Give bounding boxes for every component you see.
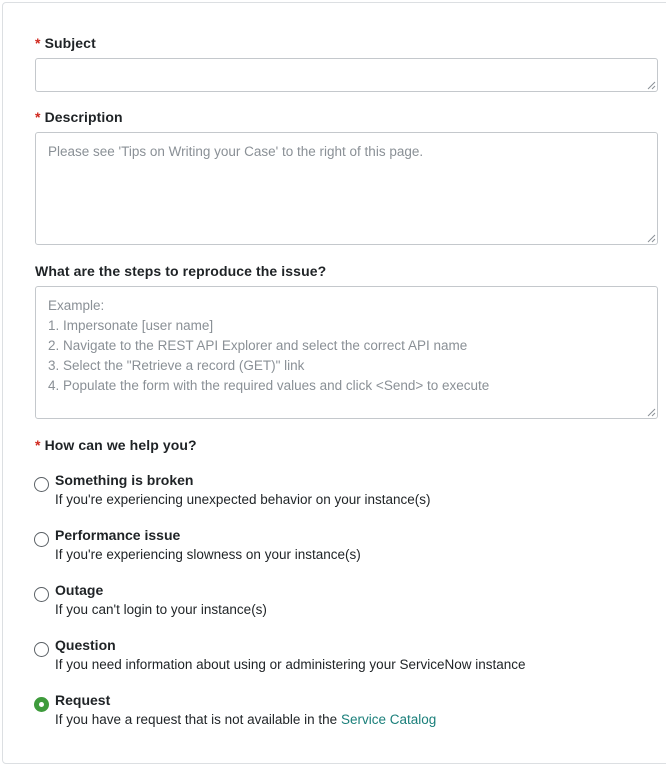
option-outage[interactable]: Outage If you can't login to your instance(s) [34, 582, 654, 622]
required-marker: * [35, 437, 41, 453]
subject-input[interactable] [35, 58, 658, 92]
description-textarea[interactable] [35, 132, 658, 245]
radio-button-selected[interactable] [34, 697, 49, 712]
steps-label: What are the steps to reproduce the issue? [35, 263, 327, 279]
help-label: * How can we help you? [35, 437, 197, 453]
description-label: * Description [35, 109, 123, 125]
option-performance-issue[interactable]: Performance issue If you're experiencing slowness on your instance(s) [34, 527, 654, 567]
option-request[interactable]: Request If you have a request that is not available in the Service Catalog [34, 692, 654, 732]
steps-placeholder-line: 4. Populate the form with the required values and click <Send> to execute [48, 378, 490, 393]
radio-button[interactable] [34, 477, 49, 492]
radio-button[interactable] [34, 532, 49, 547]
steps-placeholder-line: 3. Select the "Retrieve a record (GET)" link [48, 358, 305, 373]
option-something-broken[interactable]: Something is broken If you're experiencing unexpected behavior on your instance(s) [34, 472, 654, 512]
required-marker: * [35, 35, 41, 51]
steps-textarea[interactable] [35, 286, 658, 419]
steps-placeholder-line: 2. Navigate to the REST API Explorer and select the correct API name [48, 338, 468, 353]
resize-handle-icon[interactable] [646, 407, 656, 417]
resize-handle-icon[interactable] [646, 233, 656, 243]
steps-placeholder-line: Example: [48, 298, 105, 313]
steps-placeholder-line: 1. Impersonate [user name] [48, 318, 214, 333]
option-question[interactable]: Question If you need information about using or administering your ServiceNow instance [34, 637, 654, 677]
description-placeholder: Please see 'Tips on Writing your Case' to the right of this page. [48, 144, 424, 159]
radio-button[interactable] [34, 642, 49, 657]
resize-handle-icon[interactable] [646, 80, 656, 90]
radio-button[interactable] [34, 587, 49, 602]
subject-label: * Subject [35, 35, 96, 51]
service-catalog-link[interactable]: Service Catalog [340, 712, 437, 727]
required-marker: * [35, 109, 41, 125]
